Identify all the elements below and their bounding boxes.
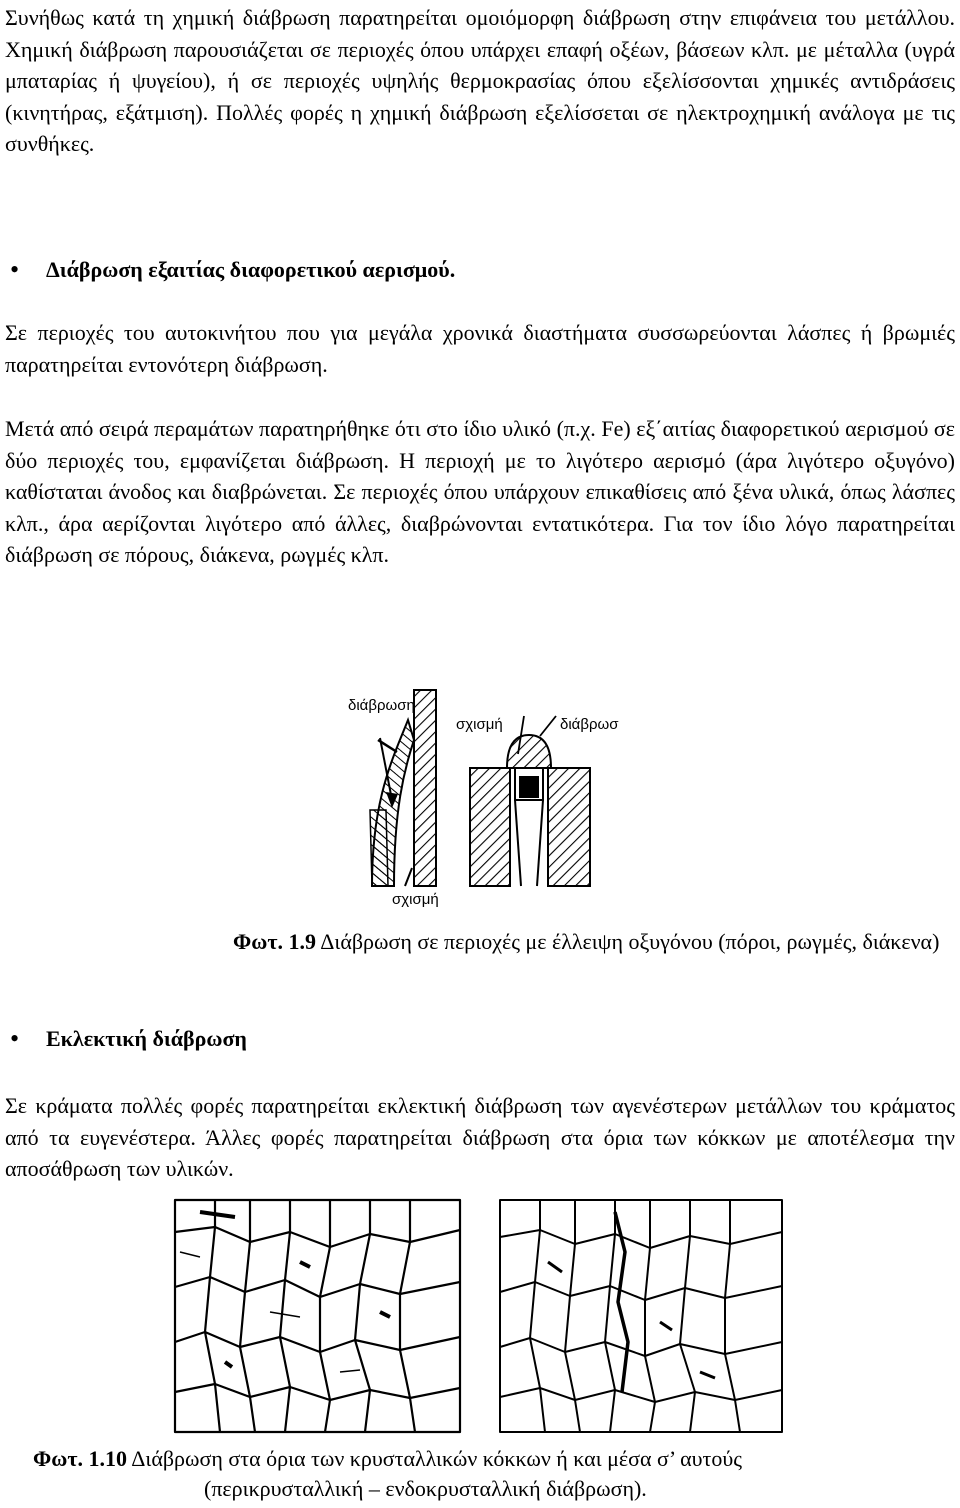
section-heading-text: Εκλεκτική διάβρωση [46,1026,247,1051]
label-gap-bottom: σχισμή [392,891,439,908]
grain-boundary-figure [0,1192,960,1442]
figure-1-9-caption [233,929,939,955]
crevice-corrosion-figure [0,680,960,910]
figure-1-10-number: Φωτ. 1.10 [33,1446,127,1471]
figure-1-10-caption-line2: (περικρυσταλλική – ενδοκρυσταλλική διάβρωση). [204,1476,647,1501]
intro-paragraph: Συνήθως κατά τη χημική διάβρωση παρατηρείται ομοιόμορφη διάβρωση στην επιφάνεια του μετάλλου. Χημική διάβρωση παρουσιάζεται σε περιοχές όπου υπάρχει επαφή οξέων, βάσεων κλπ. με μέταλλα (υγρά μπαταρίας ή ψυγείου), ή σε περιοχές υψηλής θερμοκρασίας όπου εξελίσσονται χημικές αντιδράσεις (κινητήρας, εξάτμιση). Πολλές φορές η χημική διάβρωση εξελίσσεται σε ηλεκτροχημική ανάλογα με τις συνθήκες. [5,5,955,156]
right-rivet-drawing [470,716,590,886]
intergranular-grain-drawing [175,1200,460,1432]
section2-paragraph: Σε κράματα πολλές φορές παρατηρείται εκλεκτική διάβρωση των αγενέστερων μετάλλων του κράματος από τα ευγενέστερα. Άλλες φορές παρατηρείται διάβρωση στα όρια των κόκκων με αποτέλεσμα την αποσάθρωση των υλικών. [5,1093,955,1181]
figure-1-9-text: Διάβρωση σε περιοχές με έλλειψη οξυγόνου (πόροι, ρωγμές, διάκενα) [315,929,940,954]
section1-paragraph-2: Μετά από σειρά περαμάτων παρατηρήθηκε ότι στο ίδιο υλικό (π.χ. Fe) εξ΄αιτίας διαφορετικού αερισμού σε δύο περιοχές του, εμφανίζεται διάβρωση. Η περιοχή με το λιγότερο αερισμό (άρα λιγότερο οξυγόνο) καθίσταται άνοδος και διαβρώνεται. Σε περιοχές όπου υπάρχουν επικαθίσεις από ξένα υλικά, όπως λάσπες κλπ., άρα αερίζονται λιγότερο από άλλες, διαβρώνονται εντατικότερα. Για τον ίδιο λόγο παρατηρείται διάβρωση σε πόρους, διάκενα, ρωγμές κλπ. [5,416,955,567]
figure-1-10-caption-line1 [33,1446,742,1472]
label-gap-top: σχισμή [456,716,503,733]
figure-1-10-text: Διάβρωση στα όρια των κρυσταλλικών κόκκων ή και μέσα σ’ αυτούς [126,1446,742,1471]
bullet-icon: • [10,1024,20,1053]
bullet-icon: • [10,255,20,284]
left-crevice-drawing [370,690,436,886]
figure-1-9-number: Φωτ. 1.9 [233,929,316,954]
label-corrosion-right: διάβρωσ [560,716,619,733]
section-heading-text: Διάβρωση εξαιτίας διαφορετικού αερισμού. [46,257,456,282]
section1-paragraph-1: Σε περιοχές του αυτοκινήτου που για μεγάλα χρονικά διαστήματα συσσωρεύονται λάσπες ή βρωμιές παρατηρείται εντονότερη διάβρωση. [5,320,955,377]
transgranular-grain-drawing [500,1200,782,1432]
label-corrosion-left: διάβρωση [348,697,415,714]
